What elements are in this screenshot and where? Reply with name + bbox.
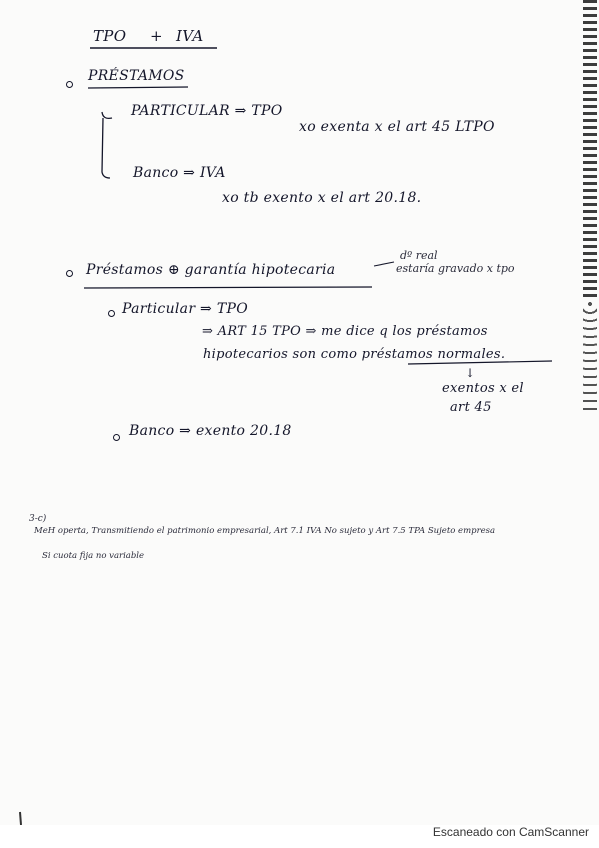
small-notes-line-1: MeH operta, Transmitiendo el patrimonio empresarial, Art 7.1 IVA No sujeto y Art 7.5 TPA Sujeto empresa <box>34 526 496 536</box>
bullet-particular <box>108 310 115 317</box>
hipotecaria-art-line-2: hipotecarios son como préstamos normales. <box>203 347 506 362</box>
heading-tpo: TPO <box>93 27 127 45</box>
heading-iva: IVA <box>176 27 204 45</box>
hipotecaria-banco-line: Banco ⇒ exento 20.18 <box>129 423 292 439</box>
bullet-banco <box>113 434 120 441</box>
hipotecaria-title: Préstamos ⊕ garantía hipotecaria <box>86 262 336 278</box>
prestamos-banco-note: xo tb exento x el art 20.18. <box>222 190 422 206</box>
hipotecaria-side-note-1: dº real <box>400 249 438 262</box>
heading-plus: + <box>150 27 163 45</box>
hipotecaria-art-line-1: ⇒ ART 15 TPO ⇒ me dice q los préstamos <box>202 324 488 339</box>
hipotecaria-exentos-2: art 45 <box>450 400 492 415</box>
prestamos-title: PRÉSTAMOS <box>88 68 185 84</box>
prestamos-particular-line: PARTICULAR ⇒ TPO <box>131 103 283 119</box>
prestamos-banco-line: Banco ⇒ IVA <box>133 165 226 181</box>
bullet-hipotecaria <box>66 270 73 277</box>
small-notes-label-text: 3-c) <box>29 514 47 524</box>
arrow-down-icon: ↓ <box>465 366 476 380</box>
bullet-prestamos <box>66 81 73 88</box>
hipotecaria-particular-line: Particular ⇒ TPO <box>122 301 248 317</box>
prestamos-particular-note: xo exenta x el art 45 LTPO <box>299 119 495 135</box>
small-notes-line-2: Si cuota fija no variable <box>42 551 145 561</box>
hipotecaria-exentos-1: exentos x el <box>442 381 524 396</box>
camscanner-watermark: Escaneado con CamScanner <box>432 825 589 839</box>
hipotecaria-side-note-2: estaría gravado x tpo <box>396 262 515 275</box>
